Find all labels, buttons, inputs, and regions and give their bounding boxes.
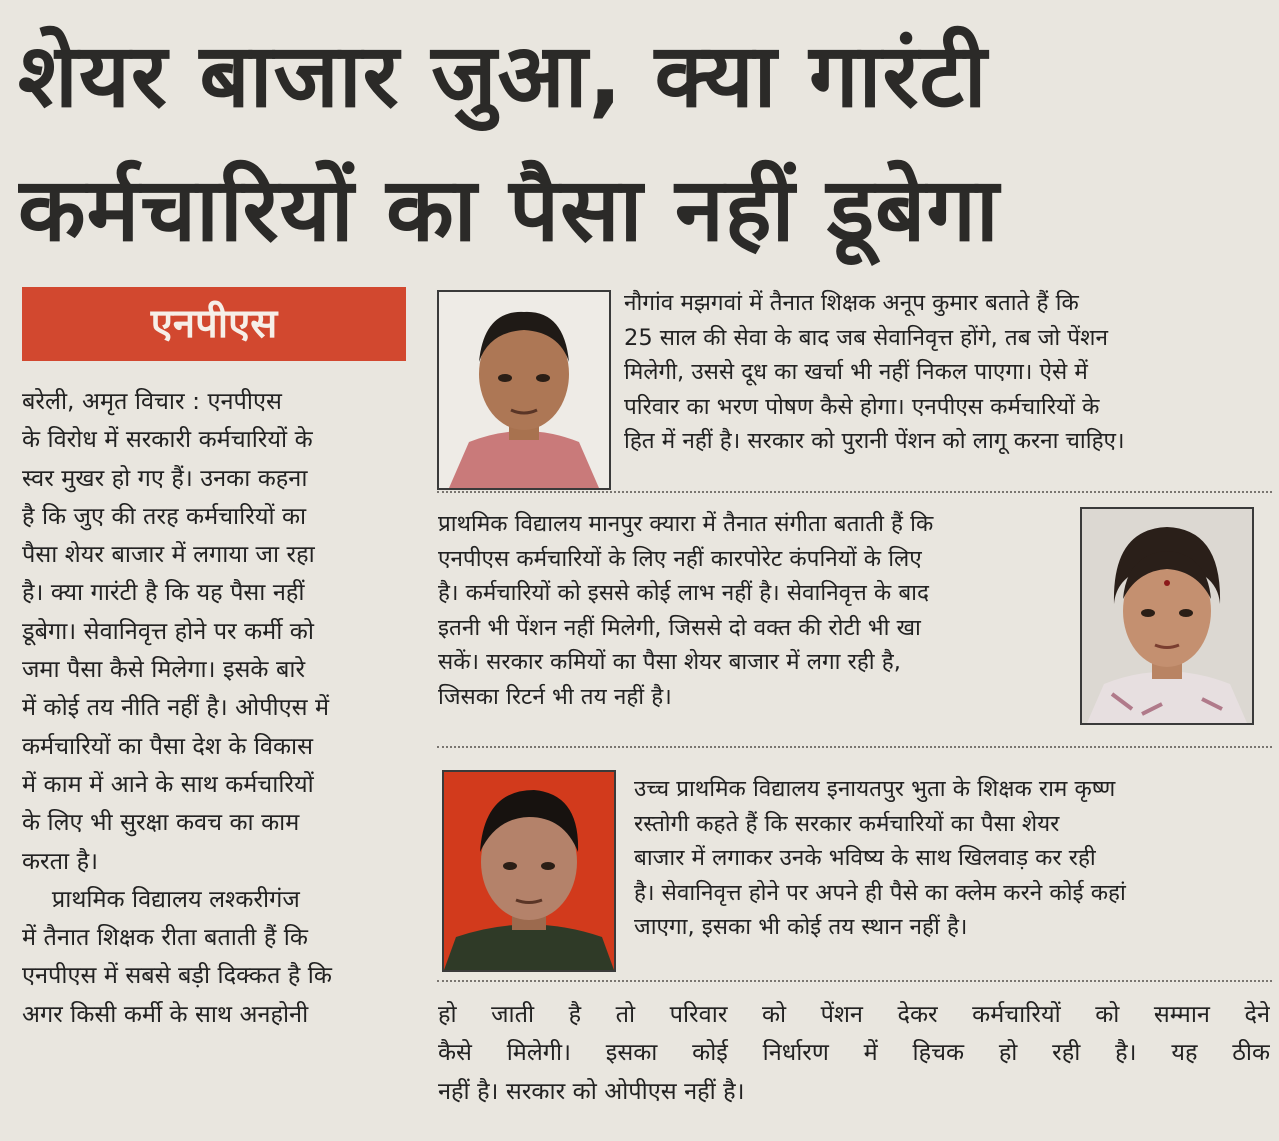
text-line: एनपीएस में सबसे बड़ी दिक्कत है कि xyxy=(22,961,332,990)
text-line: पैसा शेयर बाजार में लगाया जा रहा xyxy=(22,540,315,569)
text-line: कैसे मिलेगी। इसका कोई निर्धारण में हिचक हो रही है। यह ठीक xyxy=(438,1038,1270,1067)
text-line: एनपीएस कर्मचारियों के लिए नहीं कारपोरेट कंपनियों के लिए xyxy=(438,545,922,572)
text-line: में कोई तय नीति नहीं है। ओपीएस में xyxy=(22,693,330,722)
photo-ram-krishna-rastogi xyxy=(442,770,616,972)
text-line: प्राथमिक विद्यालय लश्करीगंज xyxy=(22,884,300,913)
text-line: प्राथमिक विद्यालय मानपुर क्यारा में तैनात संगीता बताती हैं कि xyxy=(438,511,934,537)
headline-line-1: शेयर बाजार जुआ, क्या गारंटी xyxy=(18,24,988,127)
text-line: हित में नहीं है। सरकार को पुरानी पेंशन को लागू करना चाहिए। xyxy=(624,428,1125,455)
section-tag: एनपीएस xyxy=(22,287,406,361)
headline-line-2: कर्मचारियों का पैसा नहीं डूबेगा xyxy=(18,158,1000,261)
text-line: इतनी भी पेंशन नहीं मिलेगी, जिससे दो वक्त की रोटी भी खा xyxy=(438,614,921,641)
text-line: मिलेगी, उससे दूध का खर्चा भी नहीं निकल पाएगा। ऐसे में xyxy=(624,359,1088,386)
quote-anup-kumar xyxy=(624,286,1259,459)
text-line: रस्तोगी कहते हैं कि सरकार कर्मचारियों का पैसा शेयर xyxy=(634,810,1060,837)
text-line: के लिए भी सुरक्षा कवच का काम xyxy=(22,808,300,837)
text-line: नहीं है। सरकार को ओपीएस नहीं है। xyxy=(438,1076,745,1105)
photo-anup-kumar xyxy=(437,290,611,490)
text-line: नौगांव मझगवां में तैनात शिक्षक अनूप कुमार बताते हैं कि xyxy=(624,290,1079,316)
text-line: परिवार का भरण पोषण कैसे होगा। एनपीएस कर्मचारियों के xyxy=(624,393,1100,420)
portrait-icon xyxy=(439,292,609,488)
continued-text xyxy=(438,995,1270,1110)
text-line: के विरोध में सरकारी कर्मचारियों के xyxy=(22,425,313,454)
text-line: जाएगा, इसका भी कोई तय स्थान नहीं है। xyxy=(634,914,968,941)
divider xyxy=(437,491,1272,493)
text-line: में तैनात शिक्षक रीता बताती हैं कि xyxy=(22,923,308,952)
photo-sangeeta xyxy=(1080,507,1254,725)
text-line: है। सेवानिवृत्त होने पर अपने ही पैसे का क्लेम करने कोई कहां xyxy=(634,879,1126,906)
text-line: हो जाती है तो परिवार को पेंशन देकर कर्मचारियों को सम्मान देने xyxy=(438,1000,1270,1028)
text-line: 25 साल की सेवा के बाद जब सेवानिवृत्त होंगे, तब जो पेंशन xyxy=(624,324,1108,351)
text-line: है कि जुए की तरह कर्मचारियों का xyxy=(22,501,307,530)
text-line: डूबेगा। सेवानिवृत्त होने पर कर्मी को xyxy=(22,616,314,645)
quote-ram-krishna-rastogi xyxy=(634,772,1259,945)
text-line: करता है। xyxy=(22,846,98,875)
text-line: में काम में आने के साथ कर्मचारियों xyxy=(22,769,314,798)
portrait-icon xyxy=(1082,509,1252,723)
text-line: स्वर मुखर हो गए हैं। उनका कहना xyxy=(22,463,308,492)
portrait-icon xyxy=(444,772,614,970)
divider xyxy=(437,980,1272,982)
quote-sangeeta xyxy=(438,507,1068,715)
text-line: बरेली, अमृत विचार : एनपीएस xyxy=(22,387,282,415)
text-line: है। क्या गारंटी है कि यह पैसा नहीं xyxy=(22,578,305,607)
text-line: जमा पैसा कैसे मिलेगा। इसके बारे xyxy=(22,655,306,684)
divider xyxy=(437,746,1272,748)
text-line: अगर किसी कर्मी के साथ अनहोनी xyxy=(22,999,309,1028)
text-line: कर्मचारियों का पैसा देश के विकास xyxy=(22,731,314,760)
text-line: है। कर्मचारियों को इससे कोई लाभ नहीं है। सेवानिवृत्त के बाद xyxy=(438,580,929,607)
text-line: सकें। सरकार कमियों का पैसा शेयर बाजार में लगा रही है, xyxy=(438,649,901,676)
left-column-text xyxy=(22,382,414,1033)
text-line: जिसका रिटर्न भी तय नहीं है। xyxy=(438,683,672,710)
text-line: बाजार में लगाकर उनके भविष्य के साथ खिलवाड़ कर रही xyxy=(634,845,1096,872)
text-line: उच्च प्राथमिक विद्यालय इनायतपुर भुता के शिक्षक राम कृष्ण xyxy=(634,776,1116,802)
